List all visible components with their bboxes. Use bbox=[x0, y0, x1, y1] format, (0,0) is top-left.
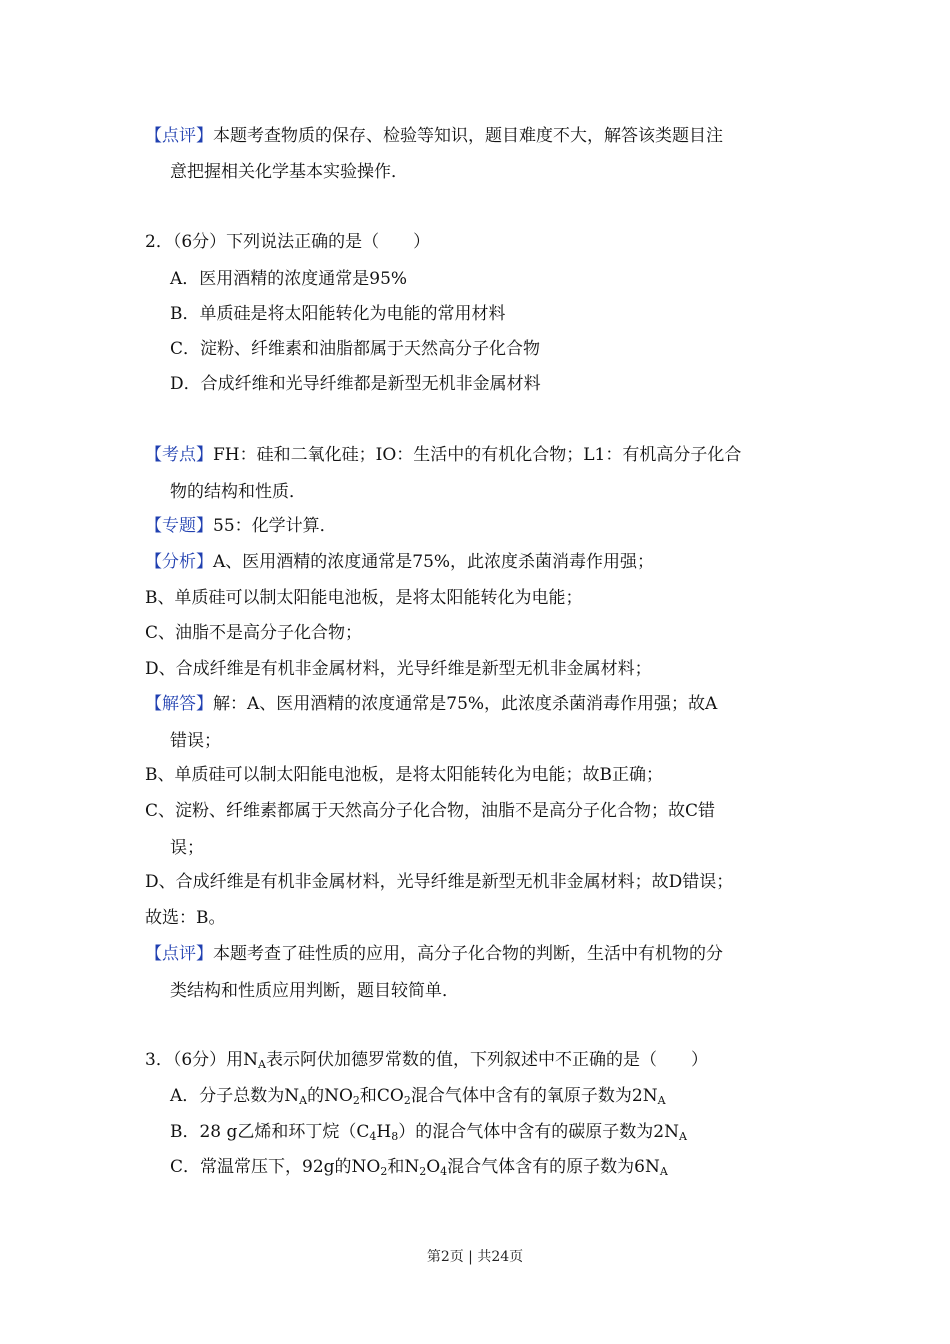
review-paragraph-2-cont: 类结构和性质应用判断，题目较简单． bbox=[170, 981, 459, 1001]
question-3-stem: 3．（6分）用$N_A$表示阿伏加德罗常数的值，下列叙述中不正确的是（ ） bbox=[145, 1050, 708, 1071]
review-tag: 【点评】 bbox=[145, 944, 213, 964]
review-text: 本题考查了硅性质的应用，高分子化合物的判断，生活中有机物的分 bbox=[213, 944, 723, 964]
topic-tag: 【专题】 bbox=[145, 516, 213, 536]
question-2-stem: 2．（6分）下列说法正确的是（ ） bbox=[145, 232, 431, 252]
answer bbox=[145, 692, 717, 716]
page-footer: 第2页 | 共24页 bbox=[426, 1249, 524, 1265]
review-tag: 【点评】 bbox=[145, 126, 213, 146]
analysis-line-d: D、合成纤维是有机非金属材料，光导纤维是新型无机非金属材料； bbox=[145, 659, 652, 679]
knowledge-point-cont: 物的结构和性质． bbox=[170, 482, 306, 502]
analysis-tag: 【分析】 bbox=[145, 552, 213, 572]
answer-line-d: D、合成纤维是有机非金属材料，光导纤维是新型无机非金属材料；故D错误； bbox=[145, 872, 734, 892]
answer-line-a-cont: 错误； bbox=[170, 731, 221, 751]
answer-choice: 故选：B。 bbox=[145, 908, 226, 928]
review-text: 本题考查物质的保存、检验等知识，题目难度不大，解答该类题目注 bbox=[213, 126, 723, 146]
knowledge-point bbox=[145, 443, 741, 467]
question-2-option-d: D．合成纤维和光导纤维都是新型无机非金属材料 bbox=[170, 374, 541, 394]
review-paragraph-1 bbox=[145, 124, 723, 148]
review-paragraph-2 bbox=[145, 942, 723, 966]
question-3-option-a: A．分子总数为$N_A$的$NO_2$和$CO_2$混合气体中含有的氧原子数为$2N_A$ bbox=[170, 1086, 666, 1107]
question-3-option-b: B．28 g乙烯和环丁烷$(C_4H_8)$的混合气体中含有的碳原子数为$2N_A$ bbox=[170, 1122, 687, 1143]
question-2-option-c: C．淀粉、纤维素和油脂都属于天然高分子化合物 bbox=[170, 339, 541, 359]
review-paragraph-1-cont bbox=[170, 160, 408, 184]
question-2-option-a: A．医用酒精的浓度通常是95% bbox=[170, 269, 408, 289]
analysis-line-b: B、单质硅可以制太阳能电池板，是将太阳能转化为电能； bbox=[145, 588, 583, 608]
question-3-option-c: C．常温常压下，92g的$NO_2$和$N_2O_4$混合气体含有的原子数为$6N_A$ bbox=[170, 1157, 668, 1178]
review-text-cont: 意把握相关化学基本实验操作． bbox=[170, 162, 408, 182]
question-2-option-b: B．单质硅是将太阳能转化为电能的常用材料 bbox=[170, 304, 506, 324]
point-text: FH：硅和二氧化硅；IO：生活中的有机化合物；L1：有机高分子化合 bbox=[213, 445, 742, 465]
analysis bbox=[145, 550, 654, 574]
topic bbox=[145, 514, 337, 538]
answer-line-c: C、淀粉、纤维素都属于天然高分子化合物，油脂不是高分子化合物；故C错 bbox=[145, 801, 716, 821]
answer-tag: 【解答】 bbox=[145, 694, 213, 714]
answer-line-c-cont: 误； bbox=[170, 838, 204, 858]
topic-text: 55：化学计算． bbox=[213, 516, 337, 536]
point-tag: 【考点】 bbox=[145, 445, 213, 465]
analysis-text: A、医用酒精的浓度通常是75%，此浓度杀菌消毒作用强； bbox=[213, 552, 655, 572]
answer-line-b: B、单质硅可以制太阳能电池板，是将太阳能转化为电能；故B正确； bbox=[145, 765, 663, 785]
analysis-line-c: C、油脂不是高分子化合物； bbox=[145, 623, 363, 643]
answer-text: 解：A、医用酒精的浓度通常是75%，此浓度杀菌消毒作用强；故A bbox=[213, 694, 718, 714]
